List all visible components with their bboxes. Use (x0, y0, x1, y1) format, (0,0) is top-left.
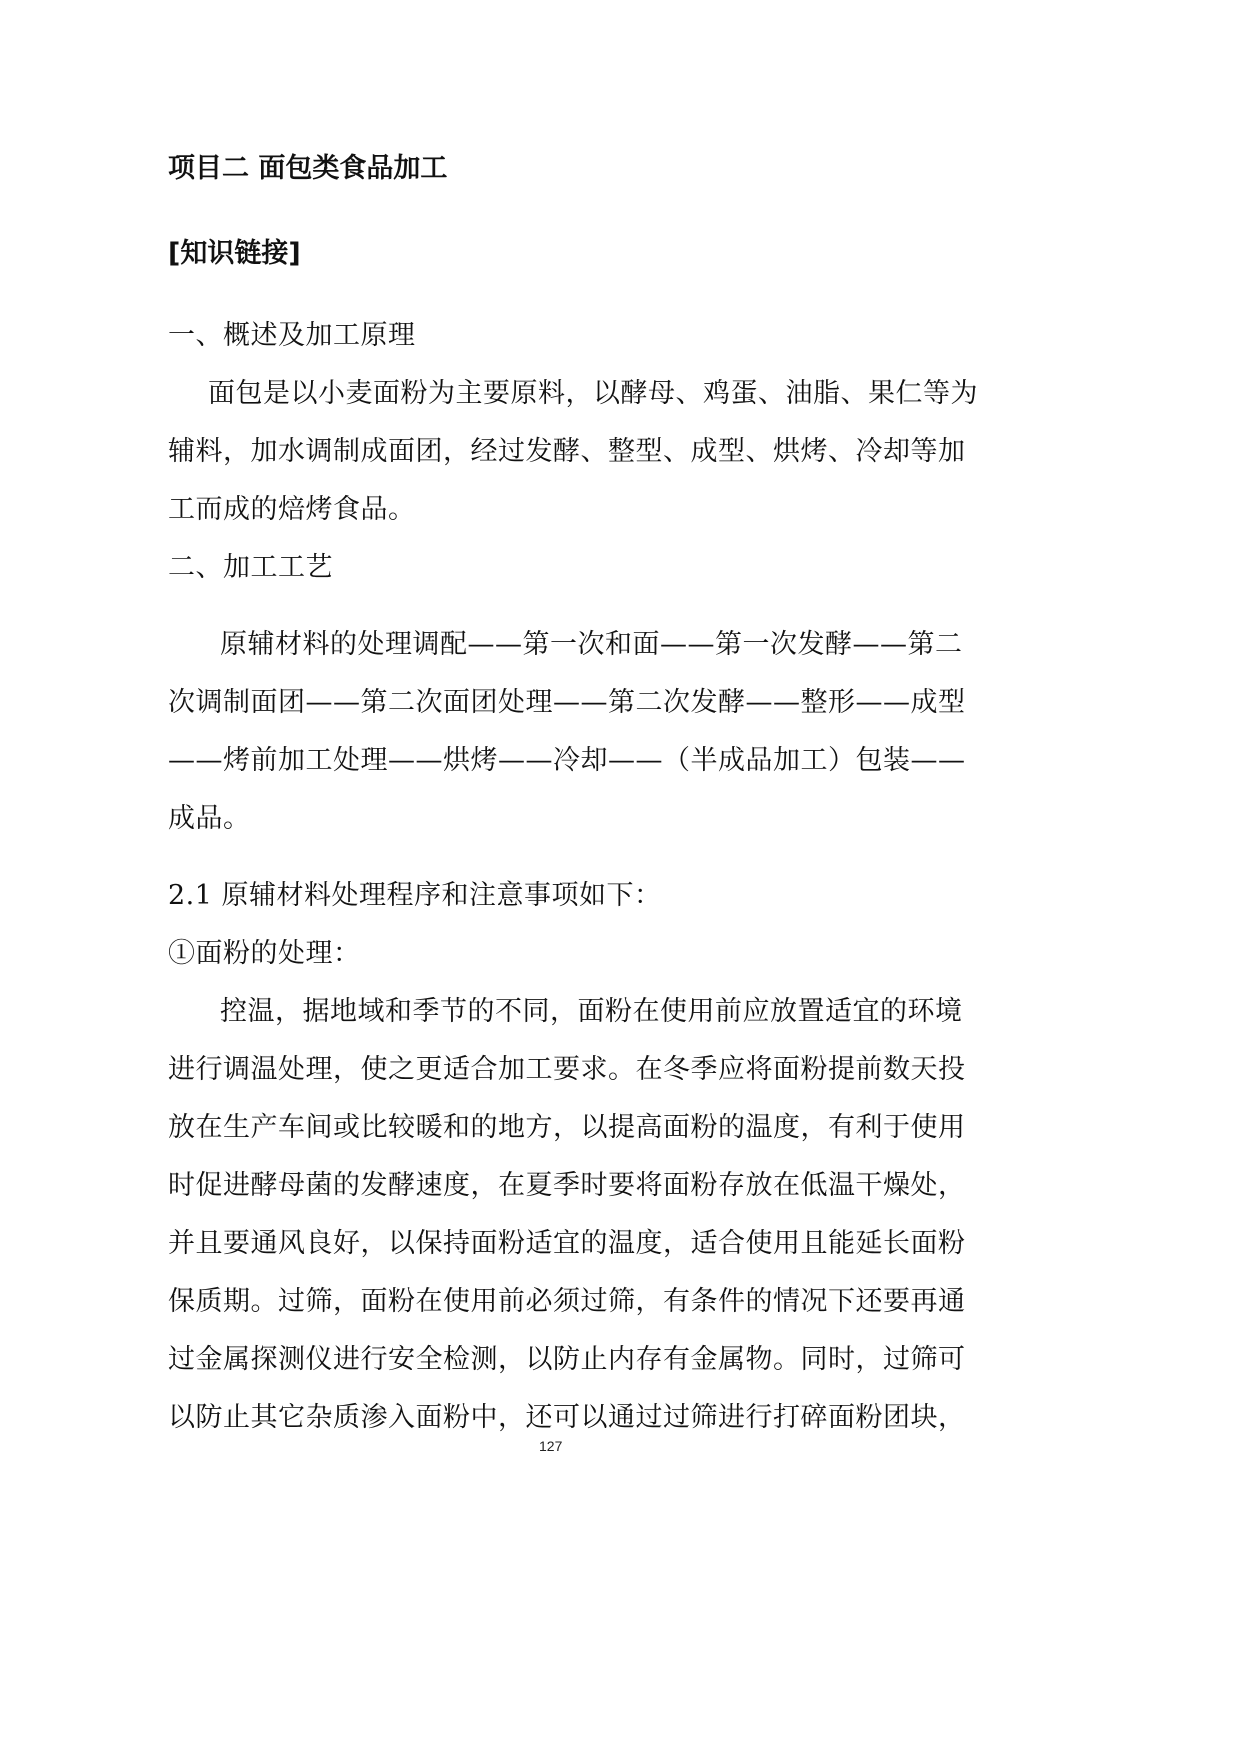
overview-line-3: 工而成的焙烤食品。 (168, 494, 416, 525)
overview-heading: 一、概述及加工原理 (168, 320, 416, 351)
flour-heading: ①面粉的处理： (168, 938, 361, 969)
flour-line-6: 保质期。过筛，面粉在使用前必须过筛，有条件的情况下还要再通 (168, 1286, 966, 1317)
project-title: 项目二 面包类食品加工 (168, 153, 448, 184)
flour-line-7: 过金属探测仪进行安全检测，以防止内存有金属物。同时，过筛可 (168, 1344, 966, 1375)
overview-line-2: 辅料，加水调制成面团，经过发酵、整型、成型、烘烤、冷却等加 (168, 436, 966, 467)
process-line-3: ——烤前加工处理——烘烤——冷却——（半成品加工）包装—— (168, 745, 966, 776)
flour-line-5: 并且要通风良好，以保持面粉适宜的温度，适合使用且能延长面粉 (168, 1228, 966, 1259)
flour-line-8: 以防止其它杂质渗入面粉中，还可以通过过筛进行打碎面粉团块， (168, 1402, 966, 1433)
knowledge-link-heading: [知识链接] (168, 238, 301, 269)
subsection-heading: 2.1 原辅材料处理程序和注意事项如下： (168, 880, 662, 911)
page-number: 127 (539, 1438, 563, 1454)
overview-line-1: 面包是以小麦面粉为主要原料，以酵母、鸡蛋、油脂、果仁等为 (208, 378, 978, 409)
process-heading: 二、加工工艺 (168, 552, 333, 583)
process-line-1: 原辅材料的处理调配——第一次和面——第一次发酵——第二 (220, 629, 963, 660)
process-line-4: 成品。 (168, 803, 251, 834)
flour-line-3: 放在生产车间或比较暖和的地方，以提高面粉的温度，有利于使用 (168, 1112, 966, 1143)
flour-line-4: 时促进酵母菌的发酵速度，在夏季时要将面粉存放在低温干燥处， (168, 1170, 966, 1201)
process-line-2: 次调制面团——第二次面团处理——第二次发酵——整形——成型 (168, 687, 966, 718)
flour-line-2: 进行调温处理，使之更适合加工要求。在冬季应将面粉提前数天投 (168, 1054, 966, 1085)
flour-line-1: 控温，据地域和季节的不同，面粉在使用前应放置适宜的环境 (220, 996, 963, 1027)
